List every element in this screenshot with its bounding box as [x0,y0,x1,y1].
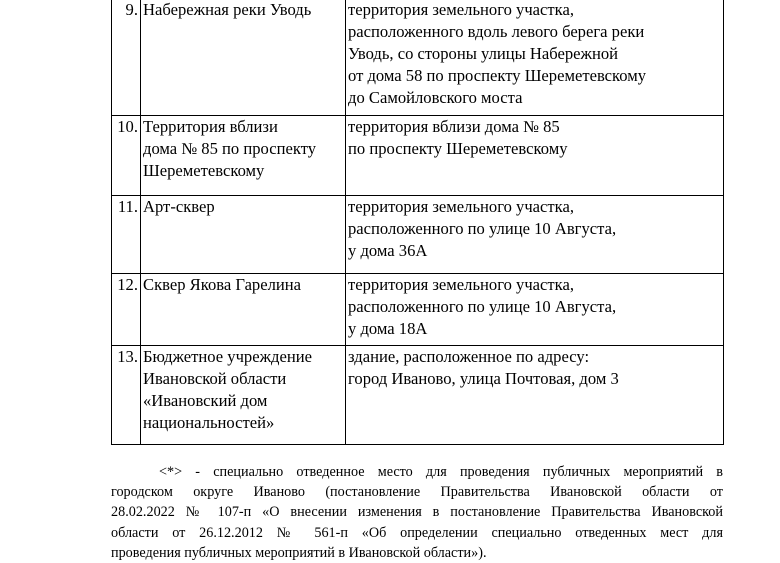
place-location: территория вблизи дома № 85 по проспекту Шереметевскому [346,116,724,196]
table-row [112,196,724,274]
places-table [111,0,724,445]
row-number: 11. [112,196,141,274]
place-name: Бюджетное учреждение Ивановской области «Ивановский дом национальностей» [141,346,346,445]
place-name: Арт-сквер [141,196,346,274]
row-number: 10. [112,116,141,196]
place-name: Набережная реки Уводь [141,0,346,116]
footnote: <*> - специально отведенное место для проведения публичных мероприятий в городском округе Иваново (постановление Правительства Ивановской области от 28.02.2022 № 107-п «О внесении изменения в постановление Правительства Ивановской области от 26.12.2012 № 561-п «Об определении специально отведенных мест для проведения публичных мероприятий в Ивановской области»). [111,464,723,561]
table-row [112,116,724,196]
place-location: здание, расположенное по адресу: город Иваново, улица Почтовая, дом 3 [346,346,724,445]
table-row [112,274,724,346]
row-number: 9. [112,0,141,116]
place-name: Сквер Якова Гарелина [141,274,346,346]
place-name: Территория вблизи дома № 85 по проспекту Шереметевскому [141,116,346,196]
row-number: 12. [112,274,141,346]
place-location: территория земельного участка, расположенного по улице 10 Августа, у дома 18А [346,274,724,346]
row-number: 13. [112,346,141,445]
table-row [112,346,724,445]
place-location: территория земельного участка, расположенного по улице 10 Августа, у дома 36А [346,196,724,274]
place-location: территория земельного участка, расположенного вдоль левого берега реки Уводь, со стороны улицы Набережной от дома 58 по проспекту Шереметевскому до Самойловского моста [346,0,724,116]
table-row [112,0,724,116]
